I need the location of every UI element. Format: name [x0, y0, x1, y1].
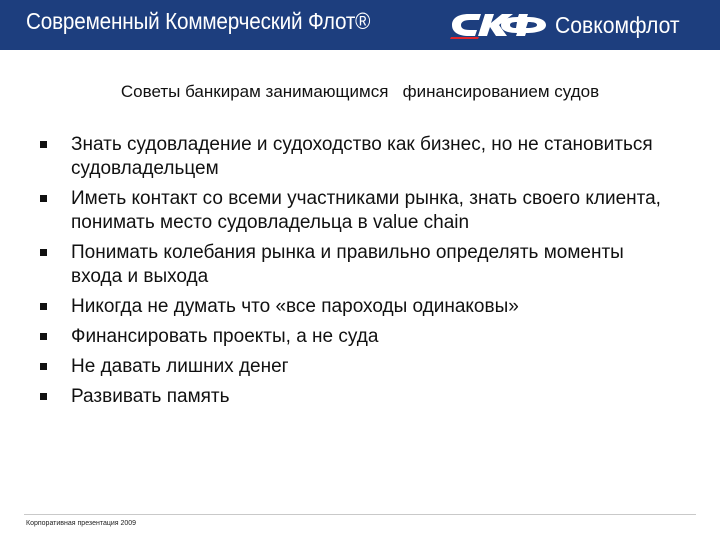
- list-item: [40, 325, 680, 349]
- square-bullet-icon: [40, 363, 47, 370]
- bullet-text: Финансировать проекты, а не суда: [71, 326, 379, 347]
- bullet-list: [40, 133, 680, 415]
- footer-text: Корпоративная презентация 2009: [26, 520, 137, 527]
- square-bullet-icon: [40, 249, 47, 256]
- bullet-text: Понимать колебания рынка и правильно определять моменты входа и выхода: [71, 242, 624, 287]
- square-bullet-icon: [40, 333, 47, 340]
- bullet-text: Знать судовладение и судоходство как бизнес, но не становиться судовладельцем: [71, 134, 653, 179]
- logo-text: Совкомфлот: [554, 11, 680, 38]
- list-item: [40, 187, 680, 235]
- header-bar: [0, 0, 720, 50]
- list-item: [40, 133, 680, 181]
- list-item: [40, 385, 680, 409]
- bullet-text: Не давать лишних денег: [71, 356, 289, 377]
- bullet-text: Никогда не думать что «все пароходы одинаковы»: [71, 296, 519, 317]
- company-name: Современный Коммерческий Флот®: [26, 8, 371, 34]
- skf-logo-icon: [449, 11, 549, 39]
- list-item: [40, 295, 680, 319]
- square-bullet-icon: [40, 303, 47, 310]
- list-item: [40, 355, 680, 379]
- list-item: [40, 241, 680, 289]
- square-bullet-icon: [40, 141, 47, 148]
- square-bullet-icon: [40, 393, 47, 400]
- slide-title: Советы банкирам занимающимся финансированием судов: [120, 82, 600, 101]
- bullet-text: Иметь контакт со всеми участниками рынка, знать своего клиента, понимать место судовладельца в value chain: [71, 188, 661, 233]
- footer-divider: [24, 514, 696, 515]
- bullet-text: Развивать память: [71, 386, 230, 407]
- company-logo: [449, 10, 690, 40]
- square-bullet-icon: [40, 195, 47, 202]
